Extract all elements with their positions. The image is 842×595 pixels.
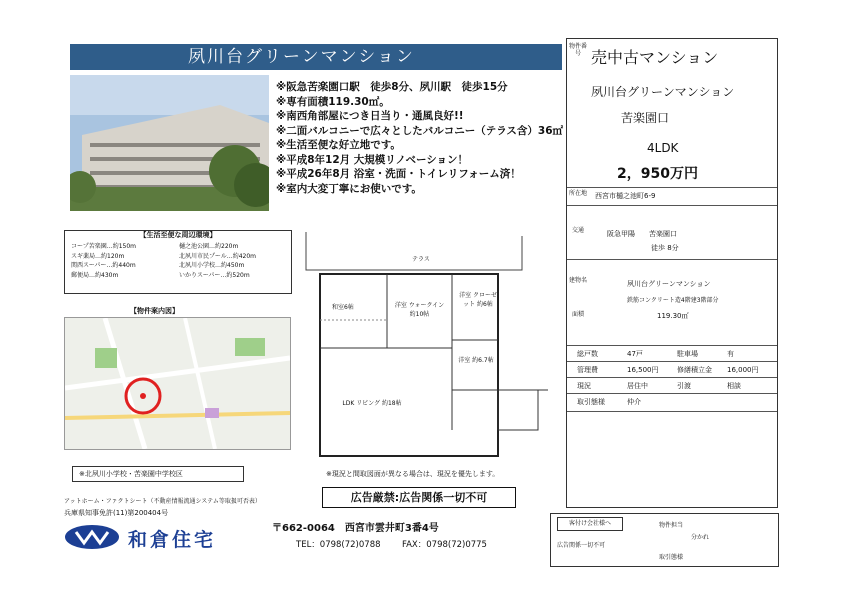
map-title: 【物件案内図】	[130, 307, 179, 315]
environment-col-2	[179, 242, 256, 280]
agent-heading: 客付け会社様へ	[557, 517, 623, 531]
row-cell: 管理費	[577, 366, 598, 374]
env-item: 関西スーパー…約440m	[71, 262, 136, 269]
row-cell: 総戸数	[577, 350, 598, 358]
panel-area: 苦楽園口	[621, 111, 670, 125]
license-note: 兵庫県知事免許(11)第200404号	[64, 509, 169, 517]
row-cell: 47戸	[627, 350, 643, 358]
floor-plan	[302, 230, 548, 466]
floor-plan-note: ※現況と間取図面が異なる場合は、現況を優先します。	[326, 470, 500, 478]
tag-label: 物件番号	[568, 43, 587, 57]
row-cell: 取引態様	[577, 398, 605, 406]
feature-item: ※平成8年12月 大規模リノベーション！	[276, 153, 469, 166]
ad-notice: 広告厳禁:広告関係一切不可	[322, 487, 516, 508]
panel-railway: 阪急甲陽 苦楽園口	[607, 230, 677, 238]
env-item: コープ苦楽園…約150m	[71, 243, 136, 250]
env-item: 郵便局…約430m	[71, 271, 119, 279]
env-item: スギ薬局…約120m	[71, 252, 125, 260]
panel-name: 夙川台グリーンマンション	[591, 85, 735, 99]
environment-title: 【生活至便な周辺環境】	[139, 231, 217, 239]
company-fax: FAX：0798(72)0775	[402, 540, 487, 550]
env-item: 北夙川小学校…約450m	[179, 262, 245, 269]
tag-label: 所在地	[568, 190, 587, 197]
environment-col-1	[71, 242, 136, 280]
panel-location: 西宮市樋之池町6-9	[595, 192, 656, 200]
panel-structure: 鉄筋コンクリート造4階建3階部分	[627, 297, 719, 304]
tag-label: 面積	[571, 311, 584, 318]
row-cell: 16,000円	[727, 366, 759, 374]
env-item: 北夙川市民プール…約420m	[179, 252, 256, 260]
feature-item: ※南西角部屋につき日当り・通風良好!!	[276, 110, 464, 122]
row-cell: 駐車場	[677, 350, 698, 358]
listing-type: 売中古マンション	[591, 48, 719, 67]
room-label: 洋室 約6.7帖	[458, 357, 494, 364]
row-cell: 居住中	[627, 382, 648, 390]
feature-item: ※二面バルコニーで広々としたバルコニー（テラス含）36㎡	[276, 124, 564, 137]
feature-item: ※専有面積119.30㎡。	[276, 95, 390, 108]
feature-item: ※室内大変丁寧にお使いです。	[276, 182, 422, 195]
row-cell: 16,500円	[627, 366, 659, 374]
env-item: 樋之池公園…約220m	[179, 243, 239, 250]
tag-label: 建物名	[568, 277, 587, 284]
terrace-label: テラス	[412, 256, 430, 263]
property-summary-panel	[566, 38, 778, 508]
room-label: 洋室 クローゼット 約6帖	[459, 292, 497, 308]
feature-item: ※平成26年8月 浴室・洗面・トイレリフォーム済！	[276, 168, 521, 180]
school-note: ※北夙川小学校・苦楽園中学校区	[72, 466, 244, 482]
panel-layout: 4LDK	[647, 141, 679, 155]
env-item: いかりスーパー…約520m	[179, 271, 250, 279]
factsheet-note: アットホーム・ファクトシート（不動産情報流通システム等取扱可否表）	[64, 498, 261, 505]
room-label: 洋室 ウォークイン 約10帖	[394, 302, 445, 318]
row-cell: 仲介	[627, 398, 641, 406]
feature-item: ※阪急苦楽園口駅 徒歩8分、夙川駅 徒歩15分	[276, 81, 508, 93]
row-cell: 相談	[727, 382, 741, 390]
agent-right-1: 物件担当	[659, 522, 684, 529]
company-address: 〒662-0064 西宮市雲井町3番4号	[272, 523, 439, 534]
agent-text: 広告関係一切不可	[557, 542, 606, 549]
property-title: 夙川台グリーンマンション	[188, 47, 415, 67]
agent-right-3: 取引態様	[659, 554, 684, 561]
company-name: 和倉住宅	[128, 529, 217, 551]
company-logo	[64, 524, 240, 550]
panel-price: 2，950万円	[617, 166, 698, 182]
agent-right-2: 分かれ	[691, 534, 710, 541]
row-cell: 有	[727, 350, 734, 358]
panel-building: 夙川台グリーンマンション	[627, 280, 711, 288]
feature-item: ※生活至便な好立地です。	[276, 139, 401, 151]
panel-walk: 徒歩 8分	[651, 244, 679, 252]
room-label: 和室6帖	[332, 304, 354, 311]
building-photo	[70, 75, 269, 211]
row-cell: 修繕積立金	[677, 366, 712, 374]
agent-box	[550, 513, 779, 567]
row-cell: 引渡	[677, 382, 691, 390]
company-tel: TEL：0798(72)0788	[296, 540, 381, 550]
room-label: LDK リビング 約18帖	[342, 400, 402, 407]
row-cell: 現況	[577, 382, 591, 390]
environment-box	[64, 230, 292, 294]
tag-label: 交通	[571, 227, 584, 234]
panel-exclusive-area: 119.30㎡	[657, 312, 689, 320]
feature-list	[276, 80, 566, 196]
property-title-bar	[70, 44, 562, 70]
location-map	[64, 317, 291, 450]
